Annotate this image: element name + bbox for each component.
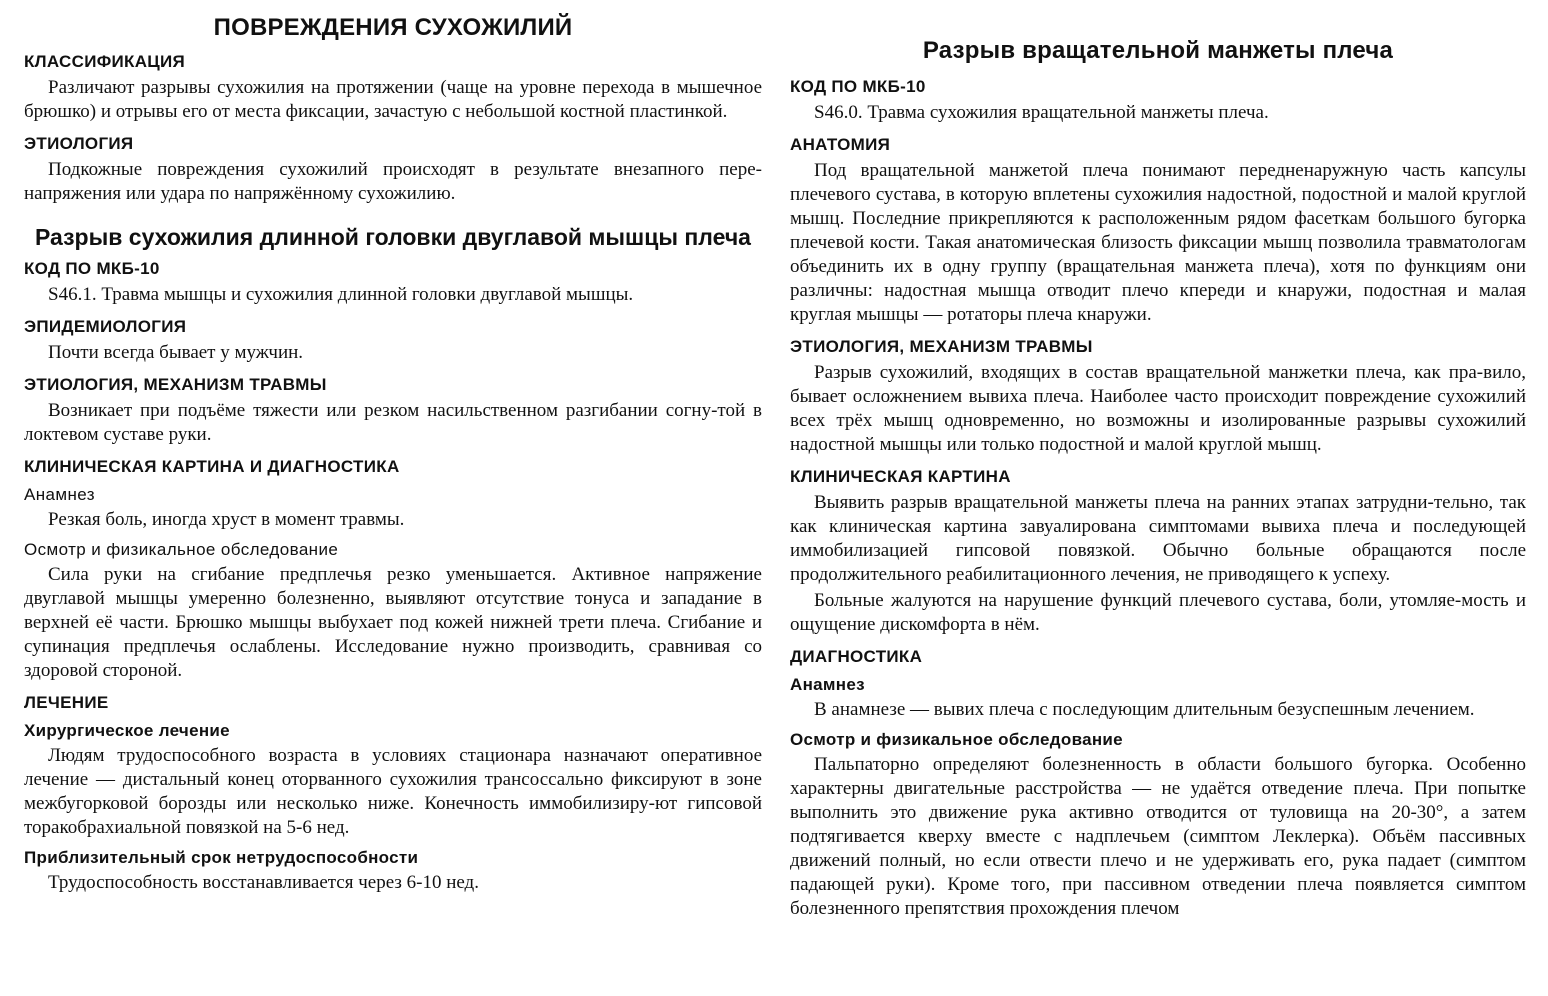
rotator-clinical-text-1: Выявить разрыв вращательной манжеты плеча на ранних этапах затрудни-тельно, так как клиническая картина завуалирована симптомами вывиха плеча и последующей иммобилизацией гипсовой повязкой. Обычно больные обращаются после продолжительного реабилитационного лечения, не приводящего к успеху. — [790, 492, 1526, 585]
etiology-heading: ЭТИОЛОГИЯ — [24, 134, 134, 153]
classification-text: Различают разрывы сухожилия на протяжении (чаще на уровне перехода в мышечное брюшко) и отрывы его от места фиксации, зачастую с небольшой костной пластинкой. — [24, 77, 762, 122]
biceps-epidemiology-heading: ЭПИДЕМИОЛОГИЯ — [24, 317, 187, 336]
rotator-exam-text: Пальпаторно определяют болезненность в области большого бугорка. Особенно характерны двигательные расстройства — не удаётся отведение плеча. При попытке выполнить это движение рука активно отводится от туловища на 20-30°, а затем подтягивается кверху вместе с надплечьем (симптом Леклерка). Объём пассивных движений полный, но если отвести плечо и не удерживать его, рука падает (симптом падающей руки). Кроме того, при пассивном отведении плеча появляется симптом болезненного препятствия прохождения плечом — [790, 754, 1526, 919]
biceps-disability-text: Трудоспособность восстанавливается через 6-10 нед. — [48, 872, 479, 893]
biceps-etiology-text: Возникает при подъёме тяжести или резком насильственном разгибании согну-той в локтевом суставе руки. — [24, 400, 762, 445]
biceps-anamnesis-heading: Анамнез — [24, 485, 95, 504]
biceps-icd-text: S46.1. Травма мышцы и сухожилия длинной головки двуглавой мышцы. — [48, 284, 634, 305]
page-title: ПОВРЕЖДЕНИЯ СУХОЖИЛИЙ — [213, 14, 573, 41]
left-column — [24, 0, 762, 897]
biceps-surgical-text: Людям трудоспособного возраста в условиях стационара назначают оперативное лечение — дистальный конец оторванного сухожилия трансоссально фиксируют в зоне межбугорковой борозды или несколько ниже. Конечность иммобилизиру-ют гипсовой торакобрахиальной повязкой на 5-6 нед. — [24, 745, 762, 838]
biceps-disability-heading: Приблизительный срок нетрудоспособности — [24, 848, 419, 867]
biceps-etiology-heading: ЭТИОЛОГИЯ, МЕХАНИЗМ ТРАВМЫ — [24, 375, 327, 394]
rotator-exam-heading: Осмотр и физикальное обследование — [790, 730, 1123, 749]
biceps-epidemiology-text: Почти всегда бывает у мужчин. — [48, 342, 304, 363]
biceps-section-title: Разрыв сухожилия длинной головки двуглавой мышцы плеча — [35, 224, 751, 250]
right-column — [790, 0, 1526, 923]
rotator-anamnesis-text: В анамнезе — вывих плеча с последующим длительным безуспешным лечением. — [814, 699, 1475, 720]
rotator-anatomy-text: Под вращательной манжетой плеча понимают передненаружную часть капсулы плечевого сустава, в которую вплетены сухожилия надостной, подостной и малой круглой мышц. Последние прикрепляются к расположенным рядом фасеткам большого бугорка плечевой кости. Такая анатомическая близость фиксации мышц позволила травматологам объединить их в одну группу (вращательная манжета плеча), хотя по функциям они различны: надостная мышца отводит плечо кпереди и кнаружи, подостная и малая круглая мышцы — ротаторы плеча кнаружи. — [790, 160, 1526, 325]
rotator-icd-heading: КОД ПО МКБ-10 — [790, 77, 926, 96]
classification-heading: КЛАССИФИКАЦИЯ — [24, 52, 186, 71]
rotator-etiology-text: Разрыв сухожилий, входящих в состав вращательной манжетки плеча, как пра-вило, бывает осложнением вывиха плеча. Наиболее часто происходит повреждение сухожилий всех трёх мышц одновременно, но возможны и изолированные разрывы сухожилий надостной мышцы или только подостной и малой круглой мышц. — [790, 362, 1526, 455]
biceps-exam-text: Сила руки на сгибание предплечья резко уменьшается. Активное напряжение двуглавой мышцы умеренно болезненно, выявляют отсутствие тонуса и западание в верхней её части. Брюшко мышцы выбухает под кожей нижней трети плеча. Сгибание и супинация предплечья ослаблены. Исследование нужно производить, сравнивая со здоровой стороной. — [24, 564, 762, 681]
biceps-anamnesis-text: Резкая боль, иногда хруст в момент травмы. — [48, 509, 405, 530]
rotator-icd-text: S46.0. Травма сухожилия вращательной манжеты плеча. — [814, 102, 1269, 123]
etiology-text: Подкожные повреждения сухожилий происходят в результате внезапного пере-напряжения или удара по напряжённому сухожилию. — [24, 159, 762, 204]
rotator-clinical-text-2: Больные жалуются на нарушение функций плечевого сустава, боли, утомляе-мость и ощущение дискомфорта в нём. — [790, 590, 1526, 635]
rotator-anatomy-heading: АНАТОМИЯ — [790, 135, 891, 154]
biceps-exam-heading: Осмотр и физикальное обследование — [24, 540, 339, 559]
biceps-treatment-heading: ЛЕЧЕНИЕ — [24, 693, 109, 712]
biceps-surgical-heading: Хирургическое лечение — [24, 721, 230, 740]
rotator-etiology-heading: ЭТИОЛОГИЯ, МЕХАНИЗМ ТРАВМЫ — [790, 337, 1093, 356]
rotator-clinical-heading: КЛИНИЧЕСКАЯ КАРТИНА — [790, 467, 1011, 486]
rotator-cuff-title: Разрыв вращательной манжеты плеча — [922, 37, 1394, 64]
biceps-icd-heading: КОД ПО МКБ-10 — [24, 259, 160, 278]
biceps-clinical-heading: КЛИНИЧЕСКАЯ КАРТИНА И ДИАГНОСТИКА — [24, 457, 400, 476]
rotator-diagnostics-heading: ДИАГНОСТИКА — [790, 647, 923, 666]
rotator-anamnesis-heading: Анамнез — [790, 675, 865, 694]
